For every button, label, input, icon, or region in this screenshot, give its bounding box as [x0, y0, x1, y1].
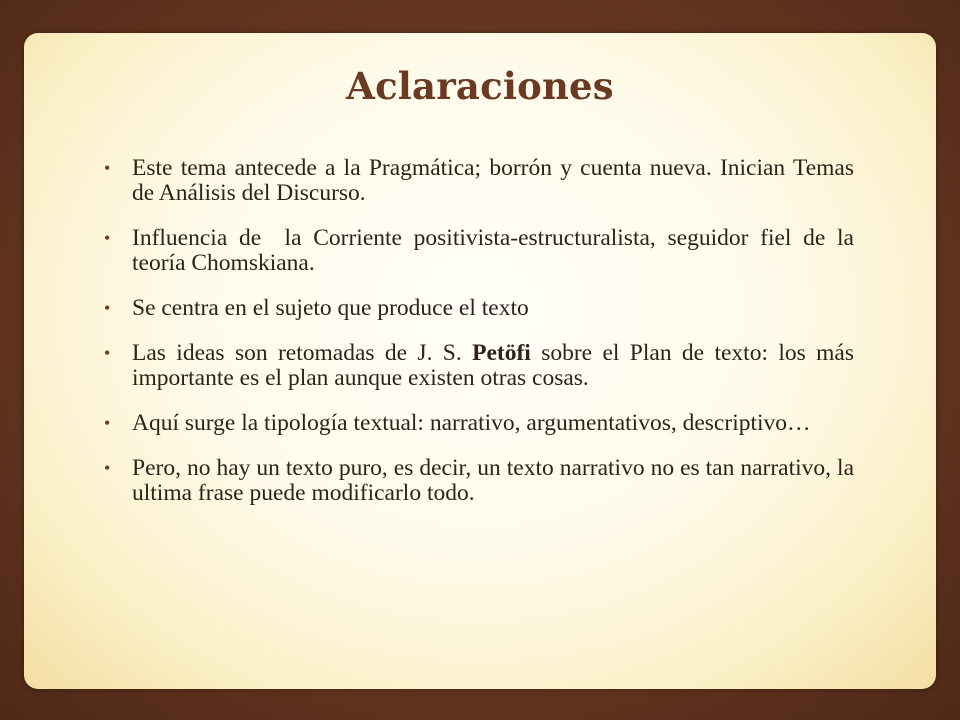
bullet-item-4 — [104, 340, 860, 391]
author-name: Petöfi — [472, 340, 531, 366]
bullet-text: Aquí surge la tipología textual: narrativo, argumentativos, descriptivo… — [132, 410, 811, 436]
bullet-text-after: sobre el Plan de texto: los más importante es el plan aunque existen otras cosas. — [132, 340, 860, 391]
bullet-icon: • — [104, 298, 111, 318]
bullet-item-3 — [104, 296, 854, 321]
bullet-icon: • — [104, 228, 111, 248]
bullet-item-2 — [104, 225, 860, 276]
bullet-list — [104, 155, 860, 526]
bullet-item-1 — [104, 156, 854, 206]
bullet-icon: • — [104, 458, 111, 478]
bullet-icon: • — [104, 343, 111, 363]
bullet-item-6 — [104, 456, 854, 506]
slide-title: Aclaraciones — [346, 64, 614, 108]
bullet-text-before: Las ideas son retomadas de J. S. — [132, 340, 473, 366]
bullet-icon: • — [104, 413, 111, 433]
bullet-text: Se centra en el sujeto que produce el texto — [132, 295, 529, 321]
bullet-icon: • — [104, 158, 111, 178]
bullet-item-5 — [104, 411, 854, 436]
bullet-text: Este tema antecede a la Pragmática; borrón y cuenta nueva. Inician Temas de Análisis del Discurso. — [132, 155, 854, 206]
bullet-text: Pero, no hay un texto puro, es decir, un texto narrativo no es tan narrativo, la ultima frase puede modificarlo todo. — [132, 455, 854, 506]
bullet-text: Influencia de la Corriente positivista-estructuralista, seguidor fiel de la teoría Chomskiana. — [132, 225, 860, 276]
